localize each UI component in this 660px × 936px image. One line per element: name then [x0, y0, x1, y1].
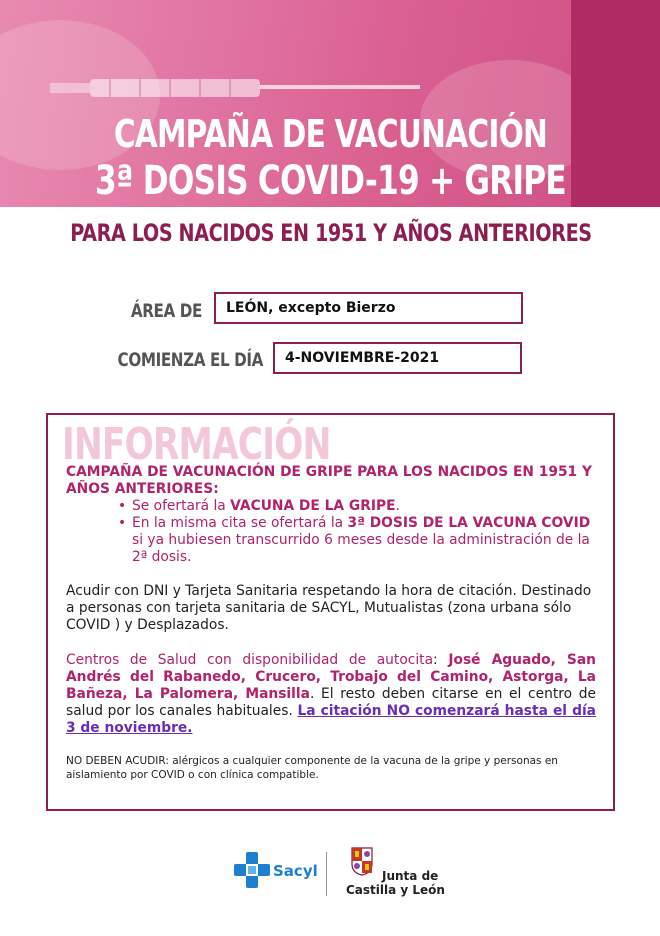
- bullet1-end: .: [395, 498, 400, 514]
- area-value-box: LEÓN, excepto Bierzo: [214, 292, 523, 324]
- appointment-date-link[interactable]: La citación NO comenzará hasta el día 3 de noviembre.: [66, 703, 596, 736]
- bullet2-bold: 3ª DOSIS DE LA VACUNA COVID: [347, 515, 591, 531]
- information-body: [66, 464, 596, 782]
- sacyl-logo-icon: [234, 852, 270, 888]
- header-banner: [0, 0, 660, 207]
- coat-of-arms-icon: [349, 846, 375, 876]
- campaign-title: CAMPAÑA DE VACUNACIÓN DE GRIPE PARA LOS NACIDOS EN 1951 Y AÑOS ANTERIORES:: [66, 464, 592, 497]
- centres-rest: . El resto deben citarse en el centro de salud por los canales habituales.: [66, 686, 596, 719]
- start-date-label: COMIENZA EL DÍA: [117, 349, 263, 371]
- list-item: [118, 498, 596, 515]
- title-line-2: 3ª DOSIS COVID-19 + GRIPE: [94, 158, 566, 204]
- information-heading: INFORMACIÓN: [62, 419, 331, 470]
- bullet2-text: En la misma cita se ofertará la: [132, 515, 348, 531]
- title-line-1: CAMPAÑA DE VACUNACIÓN: [113, 112, 548, 156]
- bullet1-bold: VACUNA DE LA GRIPE: [230, 498, 396, 514]
- area-label: ÁREA DE: [130, 300, 202, 322]
- requirements-paragraph: Acudir con DNI y Tarjeta Sanitaria respetando la hora de citación. Destinado a personas con tarjeta sanitaria de SACYL, Mutualistas (zona urbana sólo COVID ) y Desplazados.: [66, 583, 592, 633]
- jcyl-wordmark-line2: Castilla y León: [346, 883, 445, 897]
- exclusions-note: NO DEBEN ACUDIR: alérgicos a cualquier componente de la vacuna de la gripe y personas en aislamiento por COVID o con clínica compatible.: [66, 755, 558, 781]
- logo-divider: [326, 852, 327, 896]
- footer-logos: [0, 840, 660, 900]
- start-date-box: 4-NOVIEMBRE-2021: [273, 342, 522, 374]
- centres-list: José Aguado, San Andrés del Rabanedo, Crucero, Trobajo del Camino, Astorga, La Bañeza, La Palomera, Mansilla: [66, 652, 596, 702]
- subtitle: PARA LOS NACIDOS EN 1951 Y AÑOS ANTERIORES: [70, 219, 592, 247]
- offer-list: [118, 498, 596, 566]
- centres-colon: :: [433, 652, 449, 668]
- list-item: [118, 515, 596, 566]
- centres-paragraph: [66, 652, 596, 737]
- bullet1-text: Se ofertará la: [132, 498, 231, 514]
- jcyl-wordmark-line1: Junta de: [382, 869, 439, 883]
- sacyl-wordmark: Sacyl: [273, 862, 318, 880]
- centres-intro: Centros de Salud con disponibilidad de autocita: [66, 652, 434, 668]
- information-panel: [46, 413, 615, 811]
- bullet2-end: si ya hubiesen transcurrido 6 meses desde la administración de la 2ª dosis.: [132, 532, 590, 565]
